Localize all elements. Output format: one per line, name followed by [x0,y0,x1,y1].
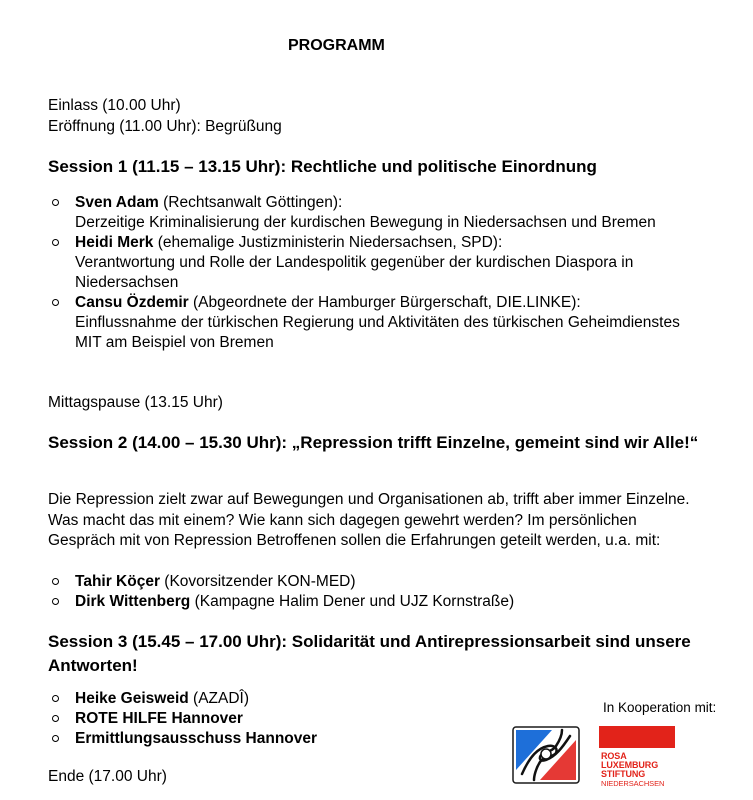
bullet-icon [52,199,59,206]
session-3-heading: Session 3 (15.45 – 17.00 Uhr): Solidarität und Antirepressionsarbeit sind unsere Antworten! [48,632,691,675]
cooperation-label: In Kooperation mit: [603,700,717,715]
list-item [48,592,698,612]
mittagspause-text: Mittagspause (13.15 Uhr) [48,394,223,411]
talk-topic: Verantwortung und Rolle der Landespolitik gegenüber der kurdischen Diaspora in Niedersachsen [75,254,634,291]
talk-topic: Einflussnahme der türkischen Regierung und Aktivitäten des türkischen Geheimdienstes MIT am Beispiel von Bremen [75,314,680,351]
bullet-icon [52,239,59,246]
bullet-icon [52,695,59,702]
session-2-heading: Session 2 (14.00 – 15.30 Uhr): „Repression trifft Einzelne, gemeint sind wir Alle!“ [48,433,699,452]
speaker-name: Tahir Köçer [75,573,160,590]
eroeffnung-text: Eröffnung (11.00 Uhr): Begrüßung [48,118,282,135]
speaker-role: (Kampagne Halim Dener und UJZ Kornstraße) [190,593,515,610]
speaker-name: Sven Adam [75,194,159,211]
list-item [48,293,698,353]
session-1-list [48,193,698,353]
speaker-name: Dirk Wittenberg [75,593,191,610]
hands-logo-icon [512,726,580,784]
talk-topic: Derzeitige Kriminalisierung der kurdischen Bewegung in Niedersachsen und Bremen [75,214,656,231]
session-1-heading: Session 1 (11.15 – 13.15 Uhr): Rechtliche und politische Einordnung [48,157,597,176]
speaker-name: Ermittlungsausschuss Hannover [75,730,318,747]
list-item [48,233,698,293]
bullet-icon [52,715,59,722]
einlass-text: Einlass (10.00 Uhr) [48,97,181,114]
speaker-role: (ehemalige Justizministerin Niedersachsen, SPD): [153,234,503,251]
speaker-role: (Kovorsitzender KON-MED) [160,573,356,590]
speaker-role: (AZADÎ) [188,690,250,707]
page-title: PROGRAMM [288,37,385,54]
list-item [48,689,698,709]
speaker-name: Heike Geisweid [75,690,189,707]
speaker-name: ROTE HILFE Hannover [75,710,243,727]
session-2-description: Die Repression zielt zwar auf Bewegungen und Organisationen ab, trifft aber immer Einzelne. Was macht das mit einem? Wie kann sich dagegen gewehrt werden? Im persönlichen Gespräch mit von Repression Betroffenen sollen die Erfahrungen geteilt werden, u.a. mit: [48,491,690,549]
bullet-icon [52,299,59,306]
session-2-list [48,572,698,612]
speaker-name: Heidi Merk [75,234,154,251]
ende-text: Ende (17.00 Uhr) [48,768,167,785]
bullet-icon [52,735,59,742]
bullet-icon [52,598,59,605]
speaker-role: (Rechtsanwalt Göttingen): [158,194,343,211]
bullet-icon [52,578,59,585]
rosa-luxemburg-stiftung-logo-icon [599,726,679,792]
list-item [48,193,698,233]
list-item [48,572,698,592]
speaker-role: (Abgeordnete der Hamburger Bürgerschaft, DIE.LINKE): [188,294,581,311]
rls-logo-text: ROSA LUXEMBURG STIFTUNG NIEDERSACHSEN [601,751,665,788]
speaker-name: Cansu Özdemir [75,294,189,311]
